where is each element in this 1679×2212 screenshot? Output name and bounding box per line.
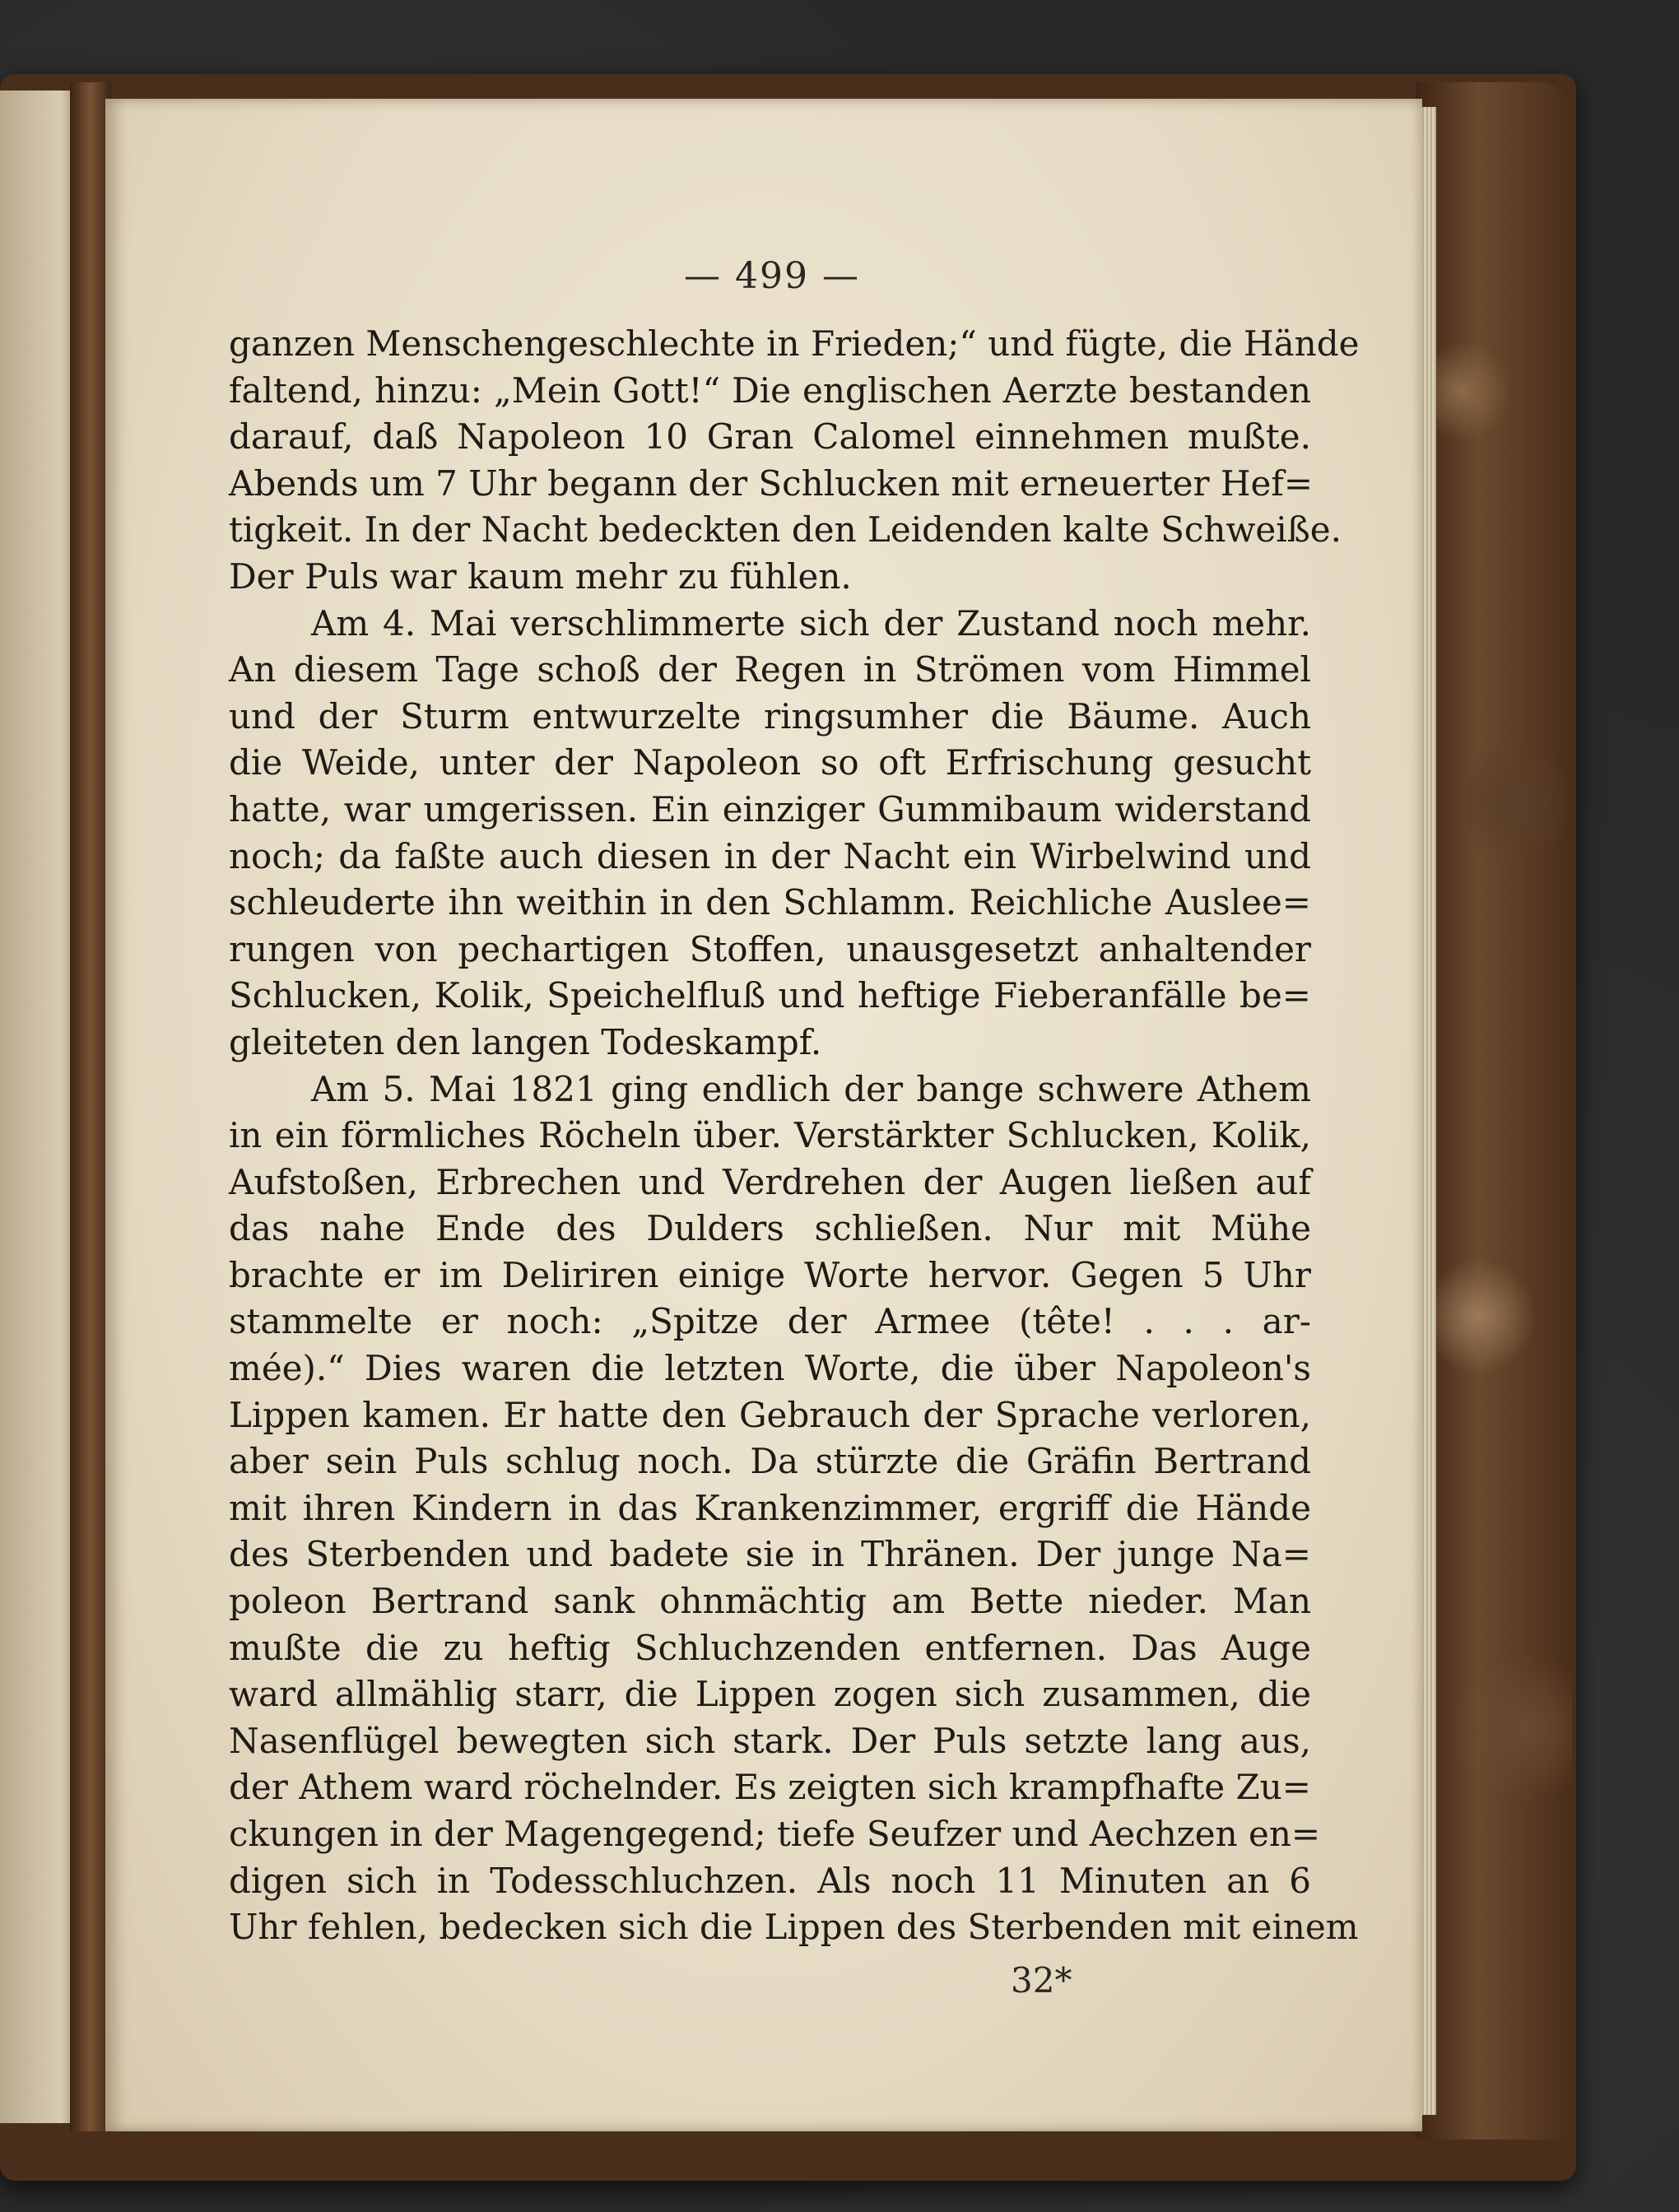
text-line: das nahe Ende des Dulders schließen. Nur mit Mühe xyxy=(229,1208,1311,1249)
page-number: — 499 — xyxy=(684,255,860,297)
text-line: Uhr fehlen, bedecken sich die Lippen des Sterbenden mit einem xyxy=(229,1907,1359,1948)
text-line: in ein förmliches Röcheln über. Verstärkter Schlucken, Kolik, xyxy=(229,1115,1311,1156)
text-line: ward allmählig starr, die Lippen zogen sich zusammen, die xyxy=(229,1674,1311,1715)
text-line: Nasenflügel bewegten sich stark. Der Puls setzte lang aus, xyxy=(229,1720,1311,1761)
book-page xyxy=(105,99,1422,2131)
text-line: Am 4. Mai verschlimmerte sich der Zustand noch mehr. xyxy=(311,602,1311,644)
text-line: der Athem ward röchelnder. Es zeigten sich krampfhafte Zu= xyxy=(229,1767,1311,1808)
text-line: Lippen kamen. Er hatte den Gebrauch der Sprache verloren, xyxy=(229,1394,1311,1435)
text-line: des Sterbenden und badete sie in Thränen. Der junge Na= xyxy=(229,1534,1311,1575)
text-line: Am 5. Mai 1821 ging endlich der bange schwere Athem xyxy=(311,1068,1311,1109)
body-text xyxy=(229,321,1360,1951)
text-line: stammelte er noch: „Spitze der Armee (tête! . . . ar- xyxy=(229,1301,1311,1342)
text-line: gleiteten den langen Todeskampf. xyxy=(229,1021,822,1062)
text-line: darauf, daß Napoleon 10 Gran Calomel einnehmen mußte. xyxy=(229,416,1311,458)
text-line: ganzen Menschengeschlechte in Frieden;“ und fügte, die Hände xyxy=(229,323,1360,364)
text-line: tigkeit. In der Nacht bedeckten den Leidenden kalte Schweiße. xyxy=(229,509,1342,551)
text-line: mußte die zu heftig Schluchzenden entfernen. Das Auge xyxy=(229,1627,1311,1668)
text-line: mit ihren Kindern in das Krankenzimmer, ergriff die Hände xyxy=(229,1487,1311,1528)
text-line: Schlucken, Kolik, Speichelfluß und heftige Fieberanfälle be= xyxy=(229,975,1311,1016)
text-line: ckungen in der Magengegend; tiefe Seufzer und Aechzen en= xyxy=(229,1814,1321,1854)
text-line: poleon Bertrand sank ohnmächtig am Bette nieder. Man xyxy=(229,1581,1311,1622)
text-line: brachte er im Deliriren einige Worte hervor. Gegen 5 Uhr xyxy=(229,1254,1311,1295)
text-line: hatte, war umgerissen. Ein einziger Gummibaum widerstand xyxy=(229,788,1311,830)
text-line: rungen von pechartigen Stoffen, unausgesetzt anhaltender xyxy=(229,928,1311,969)
text-line: digen sich in Todesschluchzen. Als noch 11 Minuten an 6 xyxy=(229,1860,1311,1901)
text-line: Aufstoßen, Erbrechen und Verdrehen der Augen ließen auf xyxy=(229,1161,1311,1202)
text-line: Der Puls war kaum mehr zu fühlen. xyxy=(229,555,852,597)
text-line: aber sein Puls schlug noch. Da stürzte die Gräfin Bertrand xyxy=(229,1441,1311,1482)
marbled-board xyxy=(1416,82,1572,2140)
text-line: schleuderte ihn weithin in den Schlamm. Reichliche Auslee= xyxy=(229,882,1311,923)
text-line: mée).“ Dies waren die letzten Worte, die über Napoleon's xyxy=(229,1348,1311,1389)
text-line: die Weide, unter der Napoleon so oft Erfrischung gesucht xyxy=(229,742,1311,783)
signature-mark: 32* xyxy=(1011,1960,1072,2001)
text-line: und der Sturm entwurzelte ringsumher die Bäume. Auch xyxy=(229,695,1311,737)
text-line: Abends um 7 Uhr begann der Schlucken mit erneuerter Hef= xyxy=(229,462,1314,504)
text-line: An diesem Tage schoß der Regen in Strömen vom Himmel xyxy=(229,649,1311,690)
text-line: noch; da faßte auch diesen in der Nacht ein Wirbelwind und xyxy=(229,835,1311,876)
text-line: faltend, hinzu: „Mein Gott!“ Die englischen Aerzte bestanden xyxy=(229,369,1311,411)
